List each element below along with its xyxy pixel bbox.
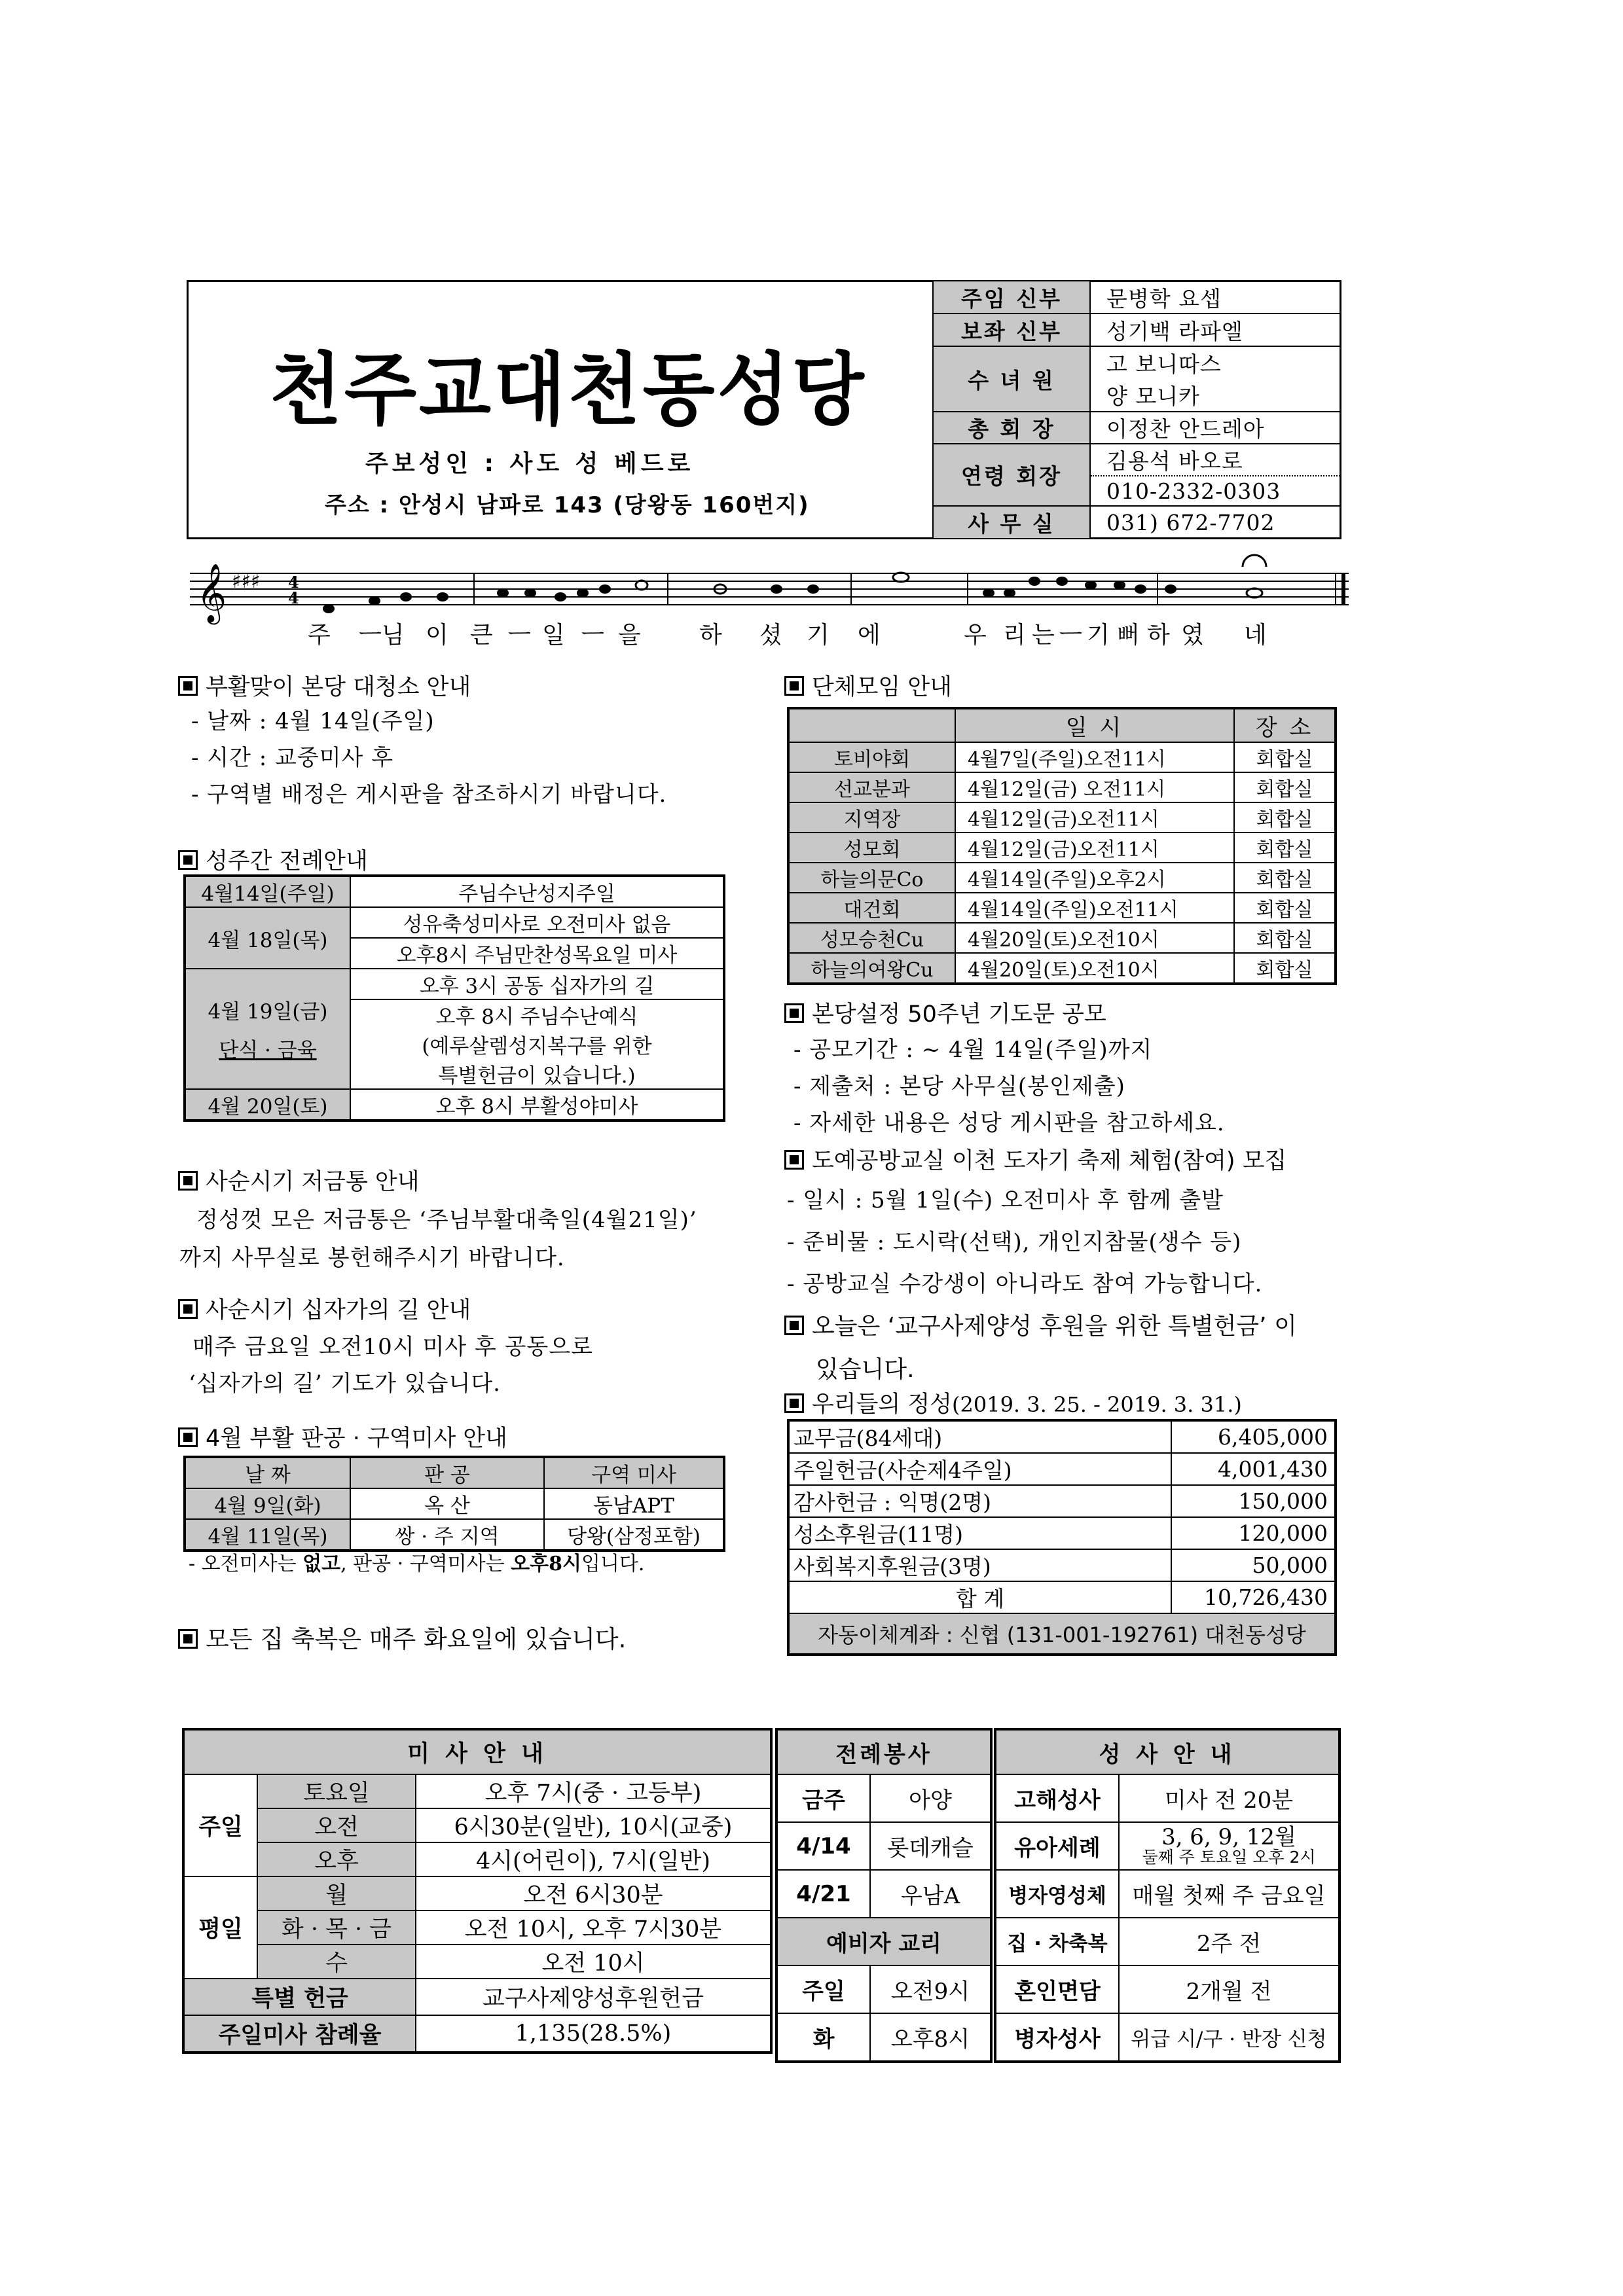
serve-team: 우남A [870, 1870, 991, 1918]
offering-name: 사회복지후원금 [793, 1554, 940, 1579]
staff-value-2: 010-2332-0303 [1090, 476, 1341, 506]
baptism-months: 3, 6, 9, 12월 [1161, 1823, 1296, 1850]
event-cell: 오후8시 주님만찬성목요일 미사 [350, 938, 724, 969]
checkbox-icon [784, 1003, 804, 1023]
checkbox-icon [178, 850, 198, 870]
mass-day: 화 · 목 · 금 [257, 1910, 416, 1945]
catechism-heading: 예비자 교리 [776, 1918, 991, 1965]
event-cell: 주님수난성지주일 [350, 876, 724, 907]
date-cell: 4월 20일(토) [185, 1089, 350, 1121]
weekday-label: 평일 [183, 1876, 257, 1979]
table-cell: 옥 산 [350, 1488, 544, 1519]
time-signature: 4 [288, 588, 299, 607]
sacrament-info [1119, 1822, 1340, 1870]
text-line: - 준비물 : 도시락(선택), 개인지참물(생수 등) [787, 1229, 1242, 1255]
notice-text: 있습니다. [816, 1356, 915, 1383]
col-header: 일 시 [955, 708, 1234, 742]
col-header: 판 공 [350, 1457, 544, 1488]
staff-value: 문병학 요셉 [1090, 281, 1341, 314]
table-cell: 4월 11일(목) [185, 1519, 350, 1551]
staff-value: 성기백 라파엘 [1090, 314, 1341, 346]
offering-amount: 50,000 [1171, 1549, 1336, 1581]
baptism-note: 둘째 주 토요일 오후 2시 [1142, 1847, 1316, 1867]
staff-value: 김용석 바오로 [1090, 444, 1341, 476]
group-name: 성모승천Cu [788, 923, 955, 953]
total-label: 합 계 [788, 1581, 1171, 1613]
section-heading [178, 669, 471, 702]
table-cell: 4월 9일(화) [185, 1488, 350, 1519]
group-time: 4월14일(주일)오전11시 [955, 893, 1234, 923]
group-name: 토비야회 [788, 742, 955, 772]
sacrament-heading: 성 사 안 내 [995, 1729, 1340, 1774]
mass-day: 토요일 [257, 1774, 416, 1808]
col-header: 날 짜 [185, 1457, 350, 1488]
lyric: 주 [308, 622, 331, 649]
offering-label [788, 1549, 1171, 1581]
staff-value-2: 양 모니카 [1090, 379, 1341, 412]
group-name: 하늘의문Co [788, 863, 955, 893]
note-text: - 오전미사는 [189, 1552, 303, 1575]
staff-label: 총 회 장 [933, 412, 1090, 444]
note-text: 입니다. [581, 1552, 645, 1575]
lyric: 이 [426, 622, 448, 649]
note-text: , 판공 · 구역미사는 [340, 1552, 511, 1575]
group-name: 하늘의여왕Cu [788, 953, 955, 984]
group-time: 4월12일(금)오전11시 [955, 802, 1234, 833]
lyric: 네 [1244, 622, 1267, 649]
notes [323, 573, 1262, 613]
sacrament-name: 혼인면담 [995, 1965, 1119, 2013]
lyric: 을 [618, 622, 641, 649]
lyric: 하 [1147, 622, 1170, 649]
col-header: 장 소 [1234, 708, 1336, 742]
sacrament-name: 병자영성체 [995, 1870, 1119, 1918]
special-offering-label: 특별 헌금 [183, 1979, 416, 2015]
heading-text: 사순시기 저금통 안내 [206, 1169, 420, 1195]
group-place: 회합실 [1234, 802, 1336, 833]
staff-label: 사 무 실 [933, 506, 1090, 539]
offering-label [788, 1453, 1171, 1485]
catechism-time: 오전9시 [870, 1965, 991, 2013]
checkbox-icon [784, 1393, 804, 1413]
heading-text: 사순시기 십자가의 길 안내 [206, 1297, 471, 1323]
mass-day: 오전 [257, 1808, 416, 1842]
sunday-label: 주일 [183, 1774, 257, 1876]
sacrament-table [994, 1728, 1341, 2063]
checkbox-icon [784, 1316, 804, 1335]
staff-label: 보좌 신부 [933, 314, 1090, 346]
section-heading [784, 996, 1106, 1029]
offering-table [787, 1419, 1337, 1656]
text-line: 정성껏 모은 저금통은 ‘주님부활대축일(4월21일)’ [196, 1207, 697, 1233]
sacrament-info: 미사 전 20분 [1119, 1774, 1340, 1822]
lyric: 하 [699, 622, 722, 649]
section-heading [178, 1420, 507, 1453]
total-amount: 10,726,430 [1171, 1581, 1336, 1613]
offering-detail: (84세대) [856, 1426, 943, 1451]
group-time: 4월12일(금)오전11시 [955, 833, 1234, 863]
offering-detail: (사순제4주일) [877, 1458, 1012, 1483]
table-cell: 동남APT [544, 1488, 724, 1519]
time-signature: 4 [288, 573, 299, 592]
visit-table [183, 1456, 725, 1552]
offering-amount: 120,000 [1171, 1517, 1336, 1549]
mass-time: 4시(어린이), 7시(일반) [416, 1842, 771, 1876]
group-place: 회합실 [1234, 893, 1336, 923]
fermata-icon [1243, 555, 1266, 567]
mass-day: 오후 [257, 1842, 416, 1876]
text-line: 까지 사무실로 봉헌해주시기 바랍니다. [179, 1245, 565, 1271]
heading-text: 단체모임 안내 [812, 674, 952, 700]
section-heading [178, 843, 368, 876]
serve-week: 4/14 [776, 1822, 870, 1870]
serve-week: 금주 [776, 1774, 870, 1822]
text-line: - 제출처 : 본당 사무실(봉인제출) [793, 1073, 1125, 1100]
group-place: 회합실 [1234, 863, 1336, 893]
special-offering-value: 교구사제양성후원헌금 [416, 1979, 771, 2015]
account-info: 자동이체계좌 : 신협 (131-001-192761) 대천동성당 [788, 1613, 1336, 1655]
event-cell: (예루살렘성지복구를 위한 [350, 1030, 724, 1059]
lyric: 우 [964, 622, 987, 649]
group-name: 지역장 [788, 802, 955, 833]
attendance-value: 1,135(28.5%) [416, 2015, 771, 2053]
event-cell: 오후 8시 주님수난예식 [350, 999, 724, 1030]
date-cell: 4월 18일(목) [185, 907, 350, 969]
lyric: 리 [1003, 622, 1026, 649]
mass-time: 오후 7시(중 · 고등부) [416, 1774, 771, 1808]
offering-detail: (3명) [939, 1554, 991, 1579]
checkbox-icon [178, 676, 198, 696]
offering-label [788, 1485, 1171, 1517]
sacrament-name: 고해성사 [995, 1774, 1119, 1822]
liturgy-table [183, 874, 725, 1122]
staff-table [932, 280, 1341, 539]
staff-label: 연령 회장 [933, 444, 1090, 506]
lyric: 기 [1087, 622, 1110, 649]
offering-label [788, 1517, 1171, 1549]
mass-day: 수 [257, 1945, 416, 1979]
group-time: 4월20일(토)오전10시 [955, 953, 1234, 984]
sharp-icon: ♯♯♯ [232, 570, 261, 593]
text-line: - 날짜 : 4월 14일(주일) [191, 708, 435, 734]
section-heading [178, 1164, 420, 1196]
sacrament-info: 매월 첫째 주 금요일 [1119, 1870, 1340, 1918]
catechism-day: 주일 [776, 1965, 870, 2013]
fast-text: 단식 · 금육 [219, 1039, 317, 1062]
checkbox-icon [178, 1629, 198, 1649]
checkbox-icon [178, 1299, 198, 1319]
lyric: 셨 [759, 622, 782, 649]
offering-label [788, 1420, 1171, 1453]
serve-heading: 전례봉사 [776, 1729, 991, 1774]
mass-time: 오전 10시, 오후 7시30분 [416, 1910, 771, 1945]
event-cell: 오후 8시 부활성야미사 [350, 1089, 724, 1121]
offering-detail: (11명) [898, 1522, 964, 1547]
col-header: 구역 미사 [544, 1457, 724, 1488]
groups-table [787, 707, 1337, 985]
lyric: 는 [1032, 622, 1055, 649]
heading-text: 4월 부활 판공 · 구역미사 안내 [206, 1426, 507, 1452]
note-bold: 오후8시 [511, 1552, 581, 1575]
staff-label: 수 녀 원 [933, 346, 1090, 412]
sacrament-info: 2주 전 [1119, 1918, 1340, 1965]
catechism-time: 오후8시 [870, 2013, 991, 2062]
offering-name: 성소후원금 [793, 1522, 898, 1547]
group-time: 4월7일(주일)오전11시 [955, 742, 1234, 772]
date-cell [185, 969, 350, 1089]
mass-day: 월 [257, 1876, 416, 1910]
text-line: 매주 금요일 오전10시 미사 후 공동으로 [192, 1334, 593, 1360]
lyric: ㅡ [581, 622, 604, 649]
section-heading [784, 1143, 1286, 1175]
mass-time: 오전 6시30분 [416, 1876, 771, 1910]
group-name: 성모회 [788, 833, 955, 863]
text-line: - 시간 : 교중미사 후 [191, 745, 394, 771]
treble-clef-icon: 𝄞 [196, 564, 227, 622]
lyric: 기 [807, 622, 830, 649]
heading-text: 성주간 전례안내 [206, 848, 368, 874]
catechism-day: 화 [776, 2013, 870, 2062]
serve-team: 롯데캐슬 [870, 1822, 991, 1870]
table-cell: 당왕(삼정포함) [544, 1519, 724, 1551]
group-time: 4월20일(토)오전10시 [955, 923, 1234, 953]
group-name: 대건회 [788, 893, 955, 923]
staff-value: 고 보니따스 [1090, 346, 1341, 379]
group-place: 회합실 [1234, 953, 1336, 984]
heading-text: 본당설정 50주년 기도문 공모 [812, 1001, 1106, 1028]
group-time: 4월12일(금) 오전11시 [955, 772, 1234, 802]
text-line: - 공방교실 수강생이 아니라도 참여 가능합니다. [787, 1271, 1263, 1297]
lyric: 뻐 [1117, 622, 1140, 649]
section-heading [178, 1292, 471, 1325]
checkbox-icon [178, 1171, 198, 1191]
sacrament-name: 집 · 차축복 [995, 1918, 1119, 1965]
lyric: ㅡ님 [359, 622, 405, 649]
group-place: 회합실 [1234, 772, 1336, 802]
offering-amount: 4,001,430 [1171, 1453, 1336, 1485]
checkbox-icon [784, 1150, 804, 1170]
special-offering-notice [784, 1308, 1297, 1341]
group-place: 회합실 [1234, 742, 1336, 772]
group-place: 회합실 [1234, 923, 1336, 953]
text-line: - 일시 : 5월 1일(수) 오전미사 후 함께 출발 [787, 1187, 1224, 1213]
staff-value: 031) 672-7702 [1090, 506, 1341, 539]
group-place: 회합실 [1234, 833, 1336, 863]
serve-week: 4/21 [776, 1870, 870, 1918]
offering-name: 주일헌금 [793, 1458, 877, 1483]
date-cell: 4월14일(주일) [185, 876, 350, 907]
note-bold: 없고 [302, 1552, 341, 1575]
parish-address: 주소 : 안성시 남파로 143 (당왕동 160번지) [325, 492, 810, 518]
lyric: ㅡ [508, 622, 531, 649]
group-time: 4월14일(주일)오후2시 [955, 863, 1234, 893]
date-text: 4월 19일(금) [208, 1000, 328, 1024]
text-line: - 구역별 배정은 게시판을 참조하시기 바랍니다. [191, 781, 667, 808]
offering-detail: : 익명(2명) [877, 1490, 991, 1515]
lyric: 에 [858, 622, 881, 649]
section-heading [784, 669, 952, 702]
serve-team: 아양 [870, 1774, 991, 1822]
checkbox-icon [178, 1427, 198, 1447]
sacrament-info: 위급 시/구 · 반장 신청 [1119, 2013, 1340, 2062]
col-header [788, 708, 955, 742]
heading-text: 모든 집 축복은 매주 화요일에 있습니다. [206, 1625, 627, 1653]
event-cell: 특별헌금이 있습니다.) [350, 1059, 724, 1089]
offering-amount: 6,405,000 [1171, 1420, 1336, 1453]
text-line: ‘십자가의 길’ 기도가 있습니다. [189, 1371, 501, 1397]
patron-saint: 주보성인 : 사도 성 베드로 [365, 450, 695, 477]
lyric: 일 [542, 622, 565, 649]
heading-text: 우리들의 정성 [812, 1391, 952, 1418]
lyric: 였 [1181, 622, 1204, 649]
staff-label: 주임 신부 [933, 281, 1090, 314]
text-line: - 자세한 내용은 성당 게시판을 참고하세요. [793, 1110, 1225, 1136]
table-cell: 쌍 · 주 지역 [350, 1519, 544, 1551]
offering-name: 교무금 [793, 1426, 856, 1451]
period-text: (2019. 3. 25. - 2019. 3. 31.) [952, 1392, 1242, 1417]
group-name: 선교분과 [788, 772, 955, 802]
serve-table [775, 1728, 993, 2063]
section-heading [784, 1386, 1242, 1419]
mass-table [182, 1728, 773, 2054]
section-heading [178, 1619, 626, 1655]
text-line: - 공모기간 : ~ 4월 14일(주일)까지 [793, 1037, 1153, 1063]
mass-time: 6시30분(일반), 10시(교중) [416, 1808, 771, 1842]
checkbox-icon [784, 676, 804, 696]
sacrament-info: 2개월 전 [1119, 1965, 1340, 2013]
offering-name: 감사헌금 [793, 1490, 877, 1515]
visit-note [189, 1547, 644, 1576]
mass-heading: 미 사 안 내 [183, 1729, 771, 1774]
attendance-label: 주일미사 참례율 [183, 2015, 416, 2053]
event-cell: 성유축성미사로 오전미사 없음 [350, 907, 724, 938]
heading-text: 부활맞이 본당 대청소 안내 [206, 674, 471, 700]
event-cell: 오후 3시 공동 십자가의 길 [350, 969, 724, 999]
offering-amount: 150,000 [1171, 1485, 1336, 1517]
lyric: ㅡ [1059, 622, 1082, 649]
lyric: 큰 [470, 622, 493, 649]
mass-time: 오전 10시 [416, 1945, 771, 1979]
sacrament-name: 병자성사 [995, 2013, 1119, 2062]
staff-value: 이정찬 안드레아 [1090, 412, 1341, 444]
notice-text: 오늘은 ‘교구사제양성 후원을 위한 특별헌금’ 이 [812, 1313, 1297, 1340]
heading-text: 도예공방교실 이천 도자기 축제 체험(참여) 모집 [812, 1148, 1287, 1174]
parish-title: 천주교대천동성당 [270, 345, 867, 436]
sacrament-name: 유아세례 [995, 1822, 1119, 1870]
